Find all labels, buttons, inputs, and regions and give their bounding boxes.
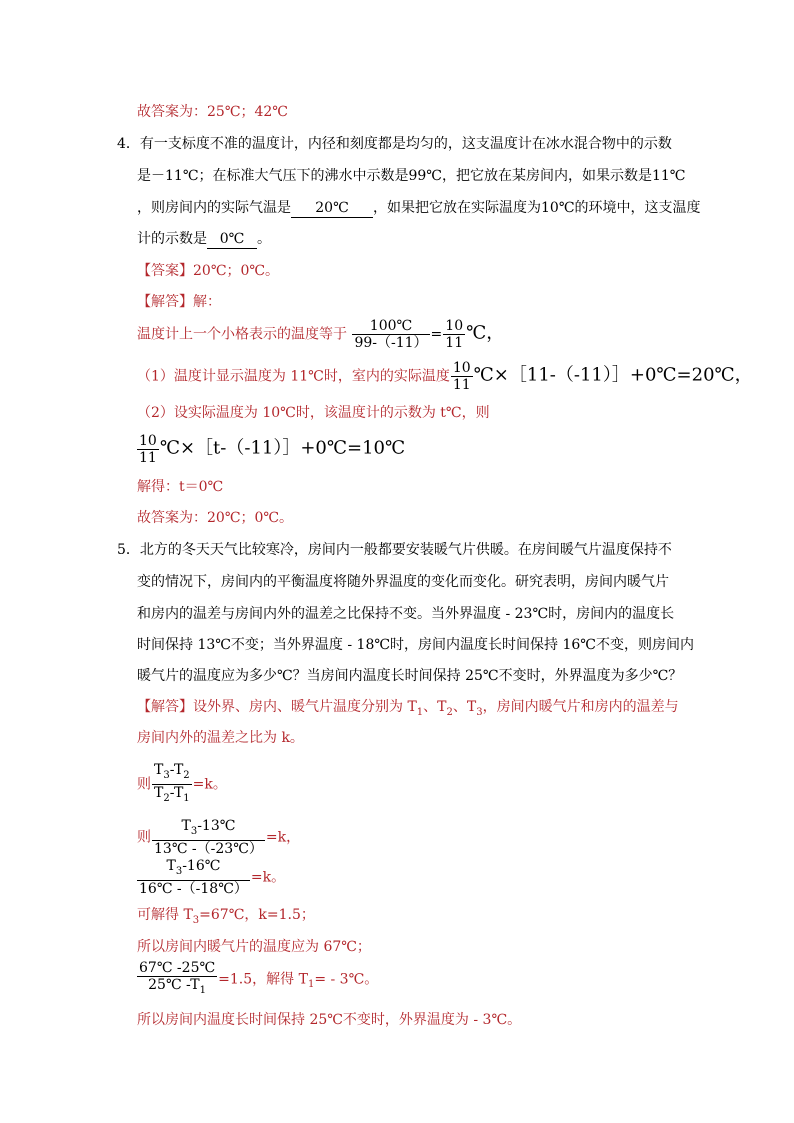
t: -T — [169, 762, 184, 778]
jieda-text: 解： — [193, 294, 221, 310]
q5-line1 — [117, 541, 672, 559]
q4-line1 — [117, 135, 672, 153]
q5-line2: 变的情况下，房间内的平衡温度将随外界温度的变化而变化。研究表明，房间内暖气片 — [137, 574, 669, 590]
subscript: 2 — [446, 706, 453, 718]
fraction-numerator: 10 — [139, 433, 157, 449]
fraction-denominator: 11 — [445, 335, 464, 351]
fraction-denominator: 16℃ -（-18℃） — [139, 880, 248, 897]
t: T — [181, 818, 191, 834]
q5-line4: 时间保持 13℃不变；当外界温度 - 18℃时，房间内温度长时间保持 16℃不变，则房间内 — [137, 637, 694, 653]
answer-text: 20℃；0℃。 — [193, 263, 280, 279]
fraction-denominator: 11 — [139, 450, 157, 466]
subscript: 3 — [192, 914, 200, 926]
q4-blank1: 20℃ — [291, 199, 373, 218]
q4-part2-equation — [137, 433, 405, 466]
part2-formula: ℃×［t-（-11）］+0℃=10℃ — [159, 437, 406, 459]
q4-blank2: 0℃ — [207, 230, 257, 249]
q5-eq3 — [137, 858, 285, 897]
subscript: 1 — [416, 706, 424, 718]
q4-number: 4． — [117, 136, 140, 152]
fraction-denominator — [137, 977, 217, 999]
jieda-text: 设外界、房内、暖气片温度分别为 T — [193, 699, 417, 715]
q4-line4 — [137, 230, 271, 249]
q4-solve: 解得：t＝0℃ — [137, 479, 224, 495]
fraction-numerator: 67℃ -25℃ — [139, 960, 216, 976]
result-text-b: =67℃，k=1.5； — [199, 907, 315, 923]
part1-formula: ℃×［11-（-11）］+0℃=20℃， — [473, 364, 753, 386]
denominator-text: 25℃ -T — [148, 977, 200, 993]
q5-eq4 — [137, 960, 378, 999]
q5-eq1 — [137, 762, 227, 807]
q4-jieda — [137, 293, 221, 311]
fraction-numerator: 100℃ — [352, 318, 429, 335]
subscript: 1 — [199, 984, 206, 996]
t: -T — [169, 784, 184, 801]
result-text: 可解得 T — [137, 907, 193, 923]
q4-line2: 是－11℃；在标准大气压下的沸水中示数是99℃，把它放在某房间内，如果示数是11℃ — [137, 168, 686, 184]
q4-answer — [137, 262, 279, 280]
ze: 则 — [137, 776, 151, 793]
fraction-denominator: 11 — [452, 377, 471, 393]
q5-therefore: 所以房间内暖气片的温度应为 67℃； — [137, 939, 371, 955]
equals-k: =k。 — [250, 869, 286, 886]
part1-text-b: 室内的实际温度 — [351, 368, 450, 385]
q5-jieda — [137, 698, 679, 722]
equals-k: =k， — [265, 829, 301, 846]
subscript: 1 — [307, 979, 315, 991]
subscript: 2 — [183, 769, 190, 781]
equals: = — [430, 326, 443, 343]
unit: ℃， — [466, 322, 505, 344]
t: T — [166, 858, 176, 874]
q4-part1 — [137, 360, 753, 393]
subscript: 3 — [175, 865, 183, 877]
jieda-text: 、T — [423, 699, 447, 715]
q4-text: 有一支标度不准的温度计，内径和刻度都是均匀的，这支温度计在冰水混合物中的示数 — [139, 136, 672, 152]
subscript: 3 — [476, 706, 483, 718]
jieda-text: ，房间内暖气片和房内的温差与 — [482, 699, 679, 715]
fraction-numerator: 10 — [445, 318, 464, 334]
q4-step1 — [137, 318, 504, 351]
eq4-tail: =1.5，解得 T — [218, 971, 308, 988]
fraction-eq2 — [152, 818, 265, 857]
q5-line5: 暖气片的温度应为多少℃？当房间内温度长时间保持 25℃不变时，外界温度为多少℃？ — [137, 668, 683, 684]
fraction-t3-t2 — [152, 762, 192, 807]
t: T — [154, 762, 164, 778]
q5-eq2 — [137, 818, 300, 857]
equals-k: =k。 — [192, 776, 227, 793]
t: T — [154, 784, 164, 801]
fraction-numerator — [152, 762, 192, 785]
jieda-text: 、T — [452, 699, 477, 715]
ze: 则 — [137, 829, 151, 846]
q5-k-line: 房间内外的温差之比为 k。 — [137, 730, 304, 746]
subscript: 2 — [163, 792, 170, 804]
fraction-denominator: 99-（-11） — [354, 335, 428, 351]
fraction-eq4 — [137, 960, 217, 999]
fraction-denominator — [152, 785, 192, 807]
subscript: 3 — [163, 769, 170, 781]
numerator-text: -16℃ — [182, 858, 221, 874]
answer-tag: 【答案】 — [137, 263, 193, 279]
q4-final: 故答案为：20℃；0℃。 — [137, 510, 294, 526]
q5-number: 5． — [117, 542, 140, 558]
subscript: 1 — [183, 792, 190, 804]
subscript: 3 — [190, 825, 198, 837]
q5-final: 所以房间内温度长时间保持 25℃不变时，外界温度为 - 3℃。 — [137, 1012, 522, 1028]
q4-line3-tail: ，如果把它放在实际温度为10℃的环境中，这支温度 — [373, 200, 701, 216]
jieda-tag: 【解答】 — [137, 699, 193, 715]
fraction-numerator: 10 — [452, 360, 471, 376]
q4-part2: （2）设实际温度为 10℃时，该温度计的示数为 t℃，则 — [137, 405, 490, 421]
q5-line3: 和房内的温差与房间内外的温差之比保持不变。当外界温度 - 23℃时，房间内的温度长 — [137, 606, 675, 622]
q4-line4-tail: 。 — [257, 231, 271, 247]
fraction-numerator — [152, 818, 265, 841]
fraction-10-over-11 — [137, 433, 159, 466]
fraction-eq3 — [137, 858, 250, 897]
step1-text: 温度计上一个小格表示的温度等于 — [137, 326, 347, 343]
fraction-numerator — [137, 858, 250, 881]
q5-text: 北方的冬天天气比较寒冷，房间内一般都要安装暖气片供暖。在房间暖气片温度保持不 — [139, 542, 672, 558]
eq4-tail-b: = - 3℃。 — [314, 971, 379, 988]
fraction-10-over-11 — [451, 360, 473, 393]
q4-line4-text: 计的示数是 — [137, 231, 207, 247]
jieda-tag: 【解答】 — [137, 294, 193, 310]
q4-line3 — [137, 199, 700, 218]
fraction-10-over-11 — [443, 318, 465, 351]
numerator-text: -13℃ — [197, 818, 236, 834]
previous-answer: 故答案为：25℃；42℃ — [137, 104, 288, 120]
fraction-denominator: 13℃ -（-23℃） — [154, 840, 263, 857]
q4-line3-text: ，则房间内的实际气温是 — [137, 200, 291, 216]
part1-text: （1）温度计显示温度为 11℃时， — [137, 368, 352, 385]
q5-result — [137, 906, 315, 930]
fraction-100-over-110 — [352, 318, 429, 351]
